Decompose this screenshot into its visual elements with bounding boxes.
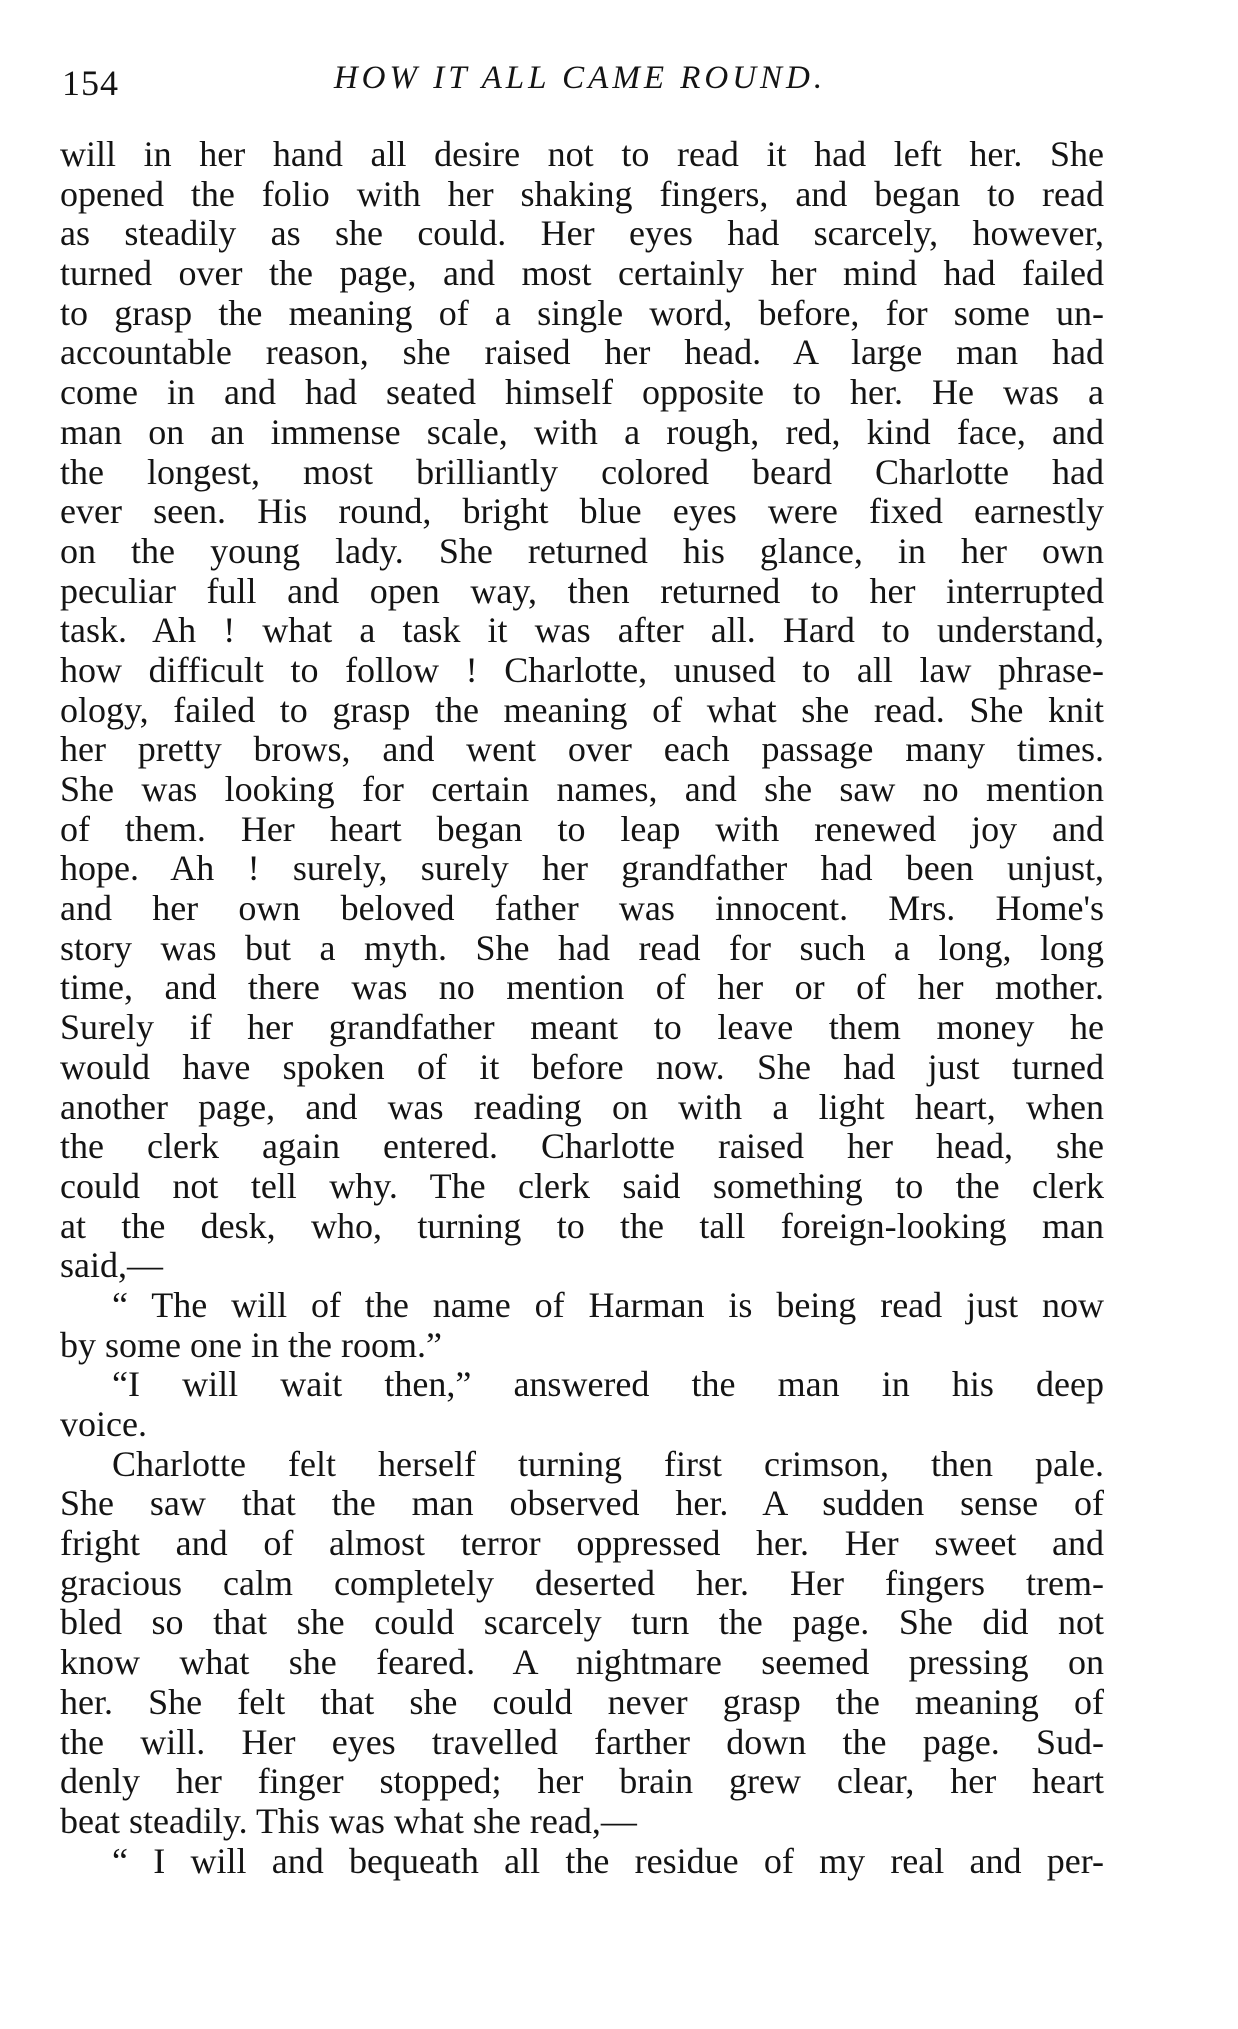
text-line: and her own beloved father was innocent. Mrs. Home's <box>60 888 1104 929</box>
text-line: “I will wait then,” answered the man in his deep <box>112 1364 1104 1405</box>
text-line: to grasp the meaning of a single word, before, for some un- <box>60 292 1104 333</box>
text-line: will in her hand all desire not to read it had left her. She <box>60 134 1104 174</box>
text-line: gracious calm completely deserted her. Her fingers trem- <box>60 1562 1104 1603</box>
text-line: hope. Ah ! surely, surely her grandfather had been unjust, <box>60 848 1104 889</box>
text-line: how difficult to follow ! Charlotte, unused to all law phrase- <box>60 649 1104 690</box>
text-line: come in and had seated himself opposite to her. He was a <box>60 372 1104 413</box>
text-line: the will. Her eyes travelled farther down the page. Sud- <box>60 1721 1104 1762</box>
text-line: Surely if her grandfather meant to leave them money he <box>60 1007 1104 1048</box>
text-line: “ The will of the name of Harman is being read just now <box>112 1284 1104 1325</box>
text-line: opened the folio with her shaking fingers, and began to read <box>60 173 1104 214</box>
text-line: said,— <box>60 1245 163 1286</box>
text-line: man on an immense scale, with a rough, red, kind face, and <box>60 411 1104 452</box>
text-line: time, and there was no mention of her or of her mother. <box>60 967 1104 1008</box>
text-line: at the desk, who, turning to the tall foreign-looking man <box>60 1205 1104 1246</box>
text-line: task. Ah ! what a task it was after all. Hard to understand, <box>60 610 1104 651</box>
text-line: denly her finger stopped; her brain grew clear, her heart <box>60 1761 1104 1802</box>
text-line: ever seen. His round, bright blue eyes were fixed earnestly <box>60 491 1104 532</box>
text-line: She was looking for certain names, and she saw no mention <box>60 769 1104 809</box>
text-line: the clerk again entered. Charlotte raised her head, she <box>60 1126 1104 1167</box>
text-line: ology, failed to grasp the meaning of what she read. She knit <box>60 689 1104 730</box>
text-line: She saw that the man observed her. A sudden sense of <box>60 1483 1104 1524</box>
page-header <box>60 56 1100 116</box>
text-line: the longest, most brilliantly colored beard Charlotte had <box>60 451 1104 492</box>
text-line: on the young lady. She returned his glance, in her own <box>60 530 1104 571</box>
text-line: would have spoken of it before now. She had just turned <box>60 1046 1104 1087</box>
text-line: turned over the page, and most certainly her mind had failed <box>60 253 1104 294</box>
text-line: know what she feared. A nightmare seemed pressing on <box>60 1642 1104 1683</box>
page-number: 154 <box>62 63 119 103</box>
text-line: of them. Her heart began to leap with renewed joy and <box>60 808 1104 849</box>
text-line: “ I will and bequeath all the residue of my real and per- <box>112 1840 1104 1881</box>
text-line: beat steadily. This was what she read,— <box>60 1800 637 1841</box>
text-line: by some one in the room.” <box>60 1324 442 1365</box>
text-line: as steadily as she could. Her eyes had scarcely, however, <box>60 213 1104 254</box>
text-line: another page, and was reading on with a light heart, when <box>60 1086 1104 1127</box>
text-line: bled so that she could scarcely turn the page. She did not <box>60 1602 1104 1643</box>
body-text <box>60 135 1104 1881</box>
text-line: accountable reason, she raised her head. A large man had <box>60 332 1104 373</box>
text-line: Charlotte felt herself turning first crimson, then pale. <box>112 1443 1104 1484</box>
text-line: her. She felt that she could never grasp the meaning of <box>60 1681 1104 1722</box>
running-head: HOW IT ALL CAME ROUND. <box>333 60 827 96</box>
text-line: fright and of almost terror oppressed her. Her sweet and <box>60 1523 1104 1564</box>
text-line: could not tell why. The clerk said something to the clerk <box>60 1165 1104 1206</box>
text-line: voice. <box>60 1404 147 1444</box>
text-line: story was but a myth. She had read for such a long, long <box>60 927 1104 968</box>
text-line: peculiar full and open way, then returned to her interrupted <box>60 570 1104 611</box>
text-line: her pretty brows, and went over each passage many times. <box>60 729 1104 770</box>
